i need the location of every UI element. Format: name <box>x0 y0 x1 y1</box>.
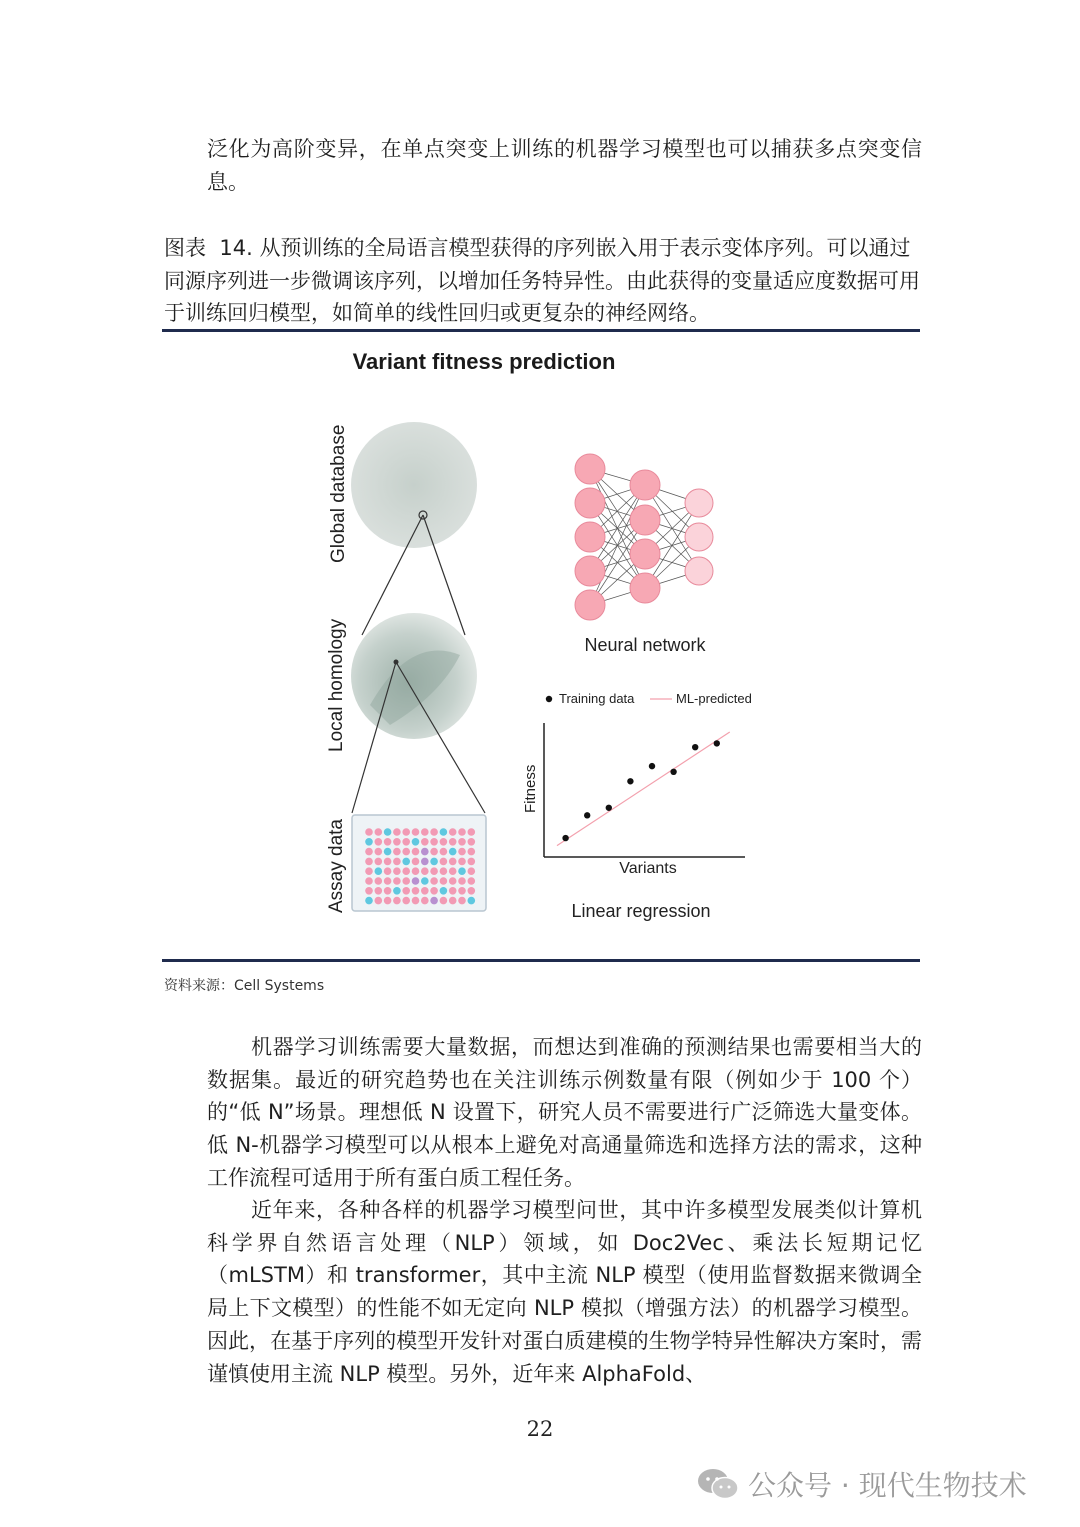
assay-well <box>384 858 392 866</box>
assay-well <box>421 848 429 856</box>
assay-well <box>384 867 392 875</box>
nn-node <box>575 488 605 518</box>
assay-well <box>449 887 457 895</box>
nn-node <box>685 523 713 551</box>
x-axis-label: Variants <box>619 860 677 877</box>
assay-well <box>384 828 392 836</box>
assay-well <box>393 838 401 846</box>
training-data-point <box>714 740 720 746</box>
figure-bottom-rule <box>162 959 920 962</box>
assay-well <box>375 838 383 846</box>
assay-well <box>393 848 401 856</box>
assay-well <box>458 828 466 836</box>
assay-well <box>421 867 429 875</box>
caption-label: 图表 <box>164 236 206 260</box>
nn-node <box>575 556 605 586</box>
assay-well <box>468 858 476 866</box>
assay-well <box>412 858 420 866</box>
wechat-icon <box>696 1466 740 1502</box>
nn-node <box>575 454 605 484</box>
assay-well <box>449 867 457 875</box>
nn-node <box>630 470 660 500</box>
source-note: 资料来源：Cell Systems <box>164 978 325 994</box>
assay-well <box>421 858 429 866</box>
training-data-point <box>692 744 698 750</box>
assay-well <box>375 877 383 885</box>
nn-node <box>575 590 605 620</box>
assay-well <box>421 887 429 895</box>
assay-well <box>458 887 466 895</box>
figure-graphic <box>0 335 1080 955</box>
legend-training-label: Training data <box>559 691 635 706</box>
assay-well <box>412 877 420 885</box>
assay-well <box>393 887 401 895</box>
top-paragraph: 泛化为高阶变异，在单点突变上训练的机器学习模型也可以捕获多点突变信息。 <box>207 137 922 194</box>
assay-well <box>421 828 429 836</box>
figure-top-rule <box>162 329 920 332</box>
assay-well <box>384 897 392 905</box>
assay-well <box>449 877 457 885</box>
assay-well <box>384 848 392 856</box>
assay-well <box>458 848 466 856</box>
assay-well <box>365 867 373 875</box>
nn-node <box>630 573 660 603</box>
page-number: 22 <box>526 1417 554 1441</box>
assay-well <box>402 858 410 866</box>
assay-well <box>430 838 438 846</box>
assay-well <box>384 838 392 846</box>
assay-well <box>440 858 448 866</box>
assay-well <box>430 887 438 895</box>
assay-well <box>430 867 438 875</box>
neural-network <box>575 454 713 620</box>
assay-well <box>365 897 373 905</box>
assay-well <box>458 877 466 885</box>
figure-title: Variant fitness prediction <box>352 349 616 374</box>
legend-training-dot <box>546 696 552 702</box>
assay-well <box>402 828 410 836</box>
training-data-point <box>649 763 655 769</box>
assay-well <box>412 848 420 856</box>
assay-well <box>458 897 466 905</box>
assay-well <box>365 877 373 885</box>
regression-plot <box>557 732 730 846</box>
assay-well <box>375 848 383 856</box>
training-data-point <box>584 812 590 818</box>
assay-well <box>449 897 457 905</box>
training-data-point <box>627 778 633 784</box>
watermark <box>696 1462 1027 1506</box>
assay-well <box>421 838 429 846</box>
linear-regression-label: Linear regression <box>571 901 711 921</box>
assay-well <box>402 867 410 875</box>
local-homology-label: Local homology <box>326 618 347 752</box>
assay-well <box>384 877 392 885</box>
assay-well <box>440 887 448 895</box>
assay-well <box>468 848 476 856</box>
assay-well <box>440 867 448 875</box>
assay-well <box>402 848 410 856</box>
assay-well <box>458 858 466 866</box>
assay-data-label: Assay data <box>326 819 347 913</box>
nn-node <box>630 505 660 535</box>
legend-predicted-label: ML-predicted <box>676 691 752 706</box>
assay-well <box>440 848 448 856</box>
nn-node <box>575 522 605 552</box>
assay-well <box>365 828 373 836</box>
assay-well <box>412 867 420 875</box>
body-paragraph-2: 近年来，各种各样的机器学习模型问世，其中许多模型发展类似计算机科学界自然语言处理（NLP）领域，如 Doc2Vec、乘法长短期记忆（mLSTM）和 transformer，其中主流 NLP 模型（使用监督数据来微调全局上下文模型）的性能不如无定向 NLP 模拟（增强方法）的机器学习模型。因此，在基于序列的模型开发针对蛋白质建模的生物学特异性解决方案时，需谨慎使用主流 NLP 模型。另外，近年来 AlphaFold、 <box>207 1198 922 1386</box>
ml-predicted-line <box>557 732 730 846</box>
assay-well <box>375 887 383 895</box>
nn-node <box>685 557 713 585</box>
assay-well <box>375 858 383 866</box>
assay-well <box>430 897 438 905</box>
assay-well <box>440 877 448 885</box>
assay-well <box>402 887 410 895</box>
assay-well <box>449 848 457 856</box>
assay-well <box>468 867 476 875</box>
y-axis-label: Fitness <box>522 764 539 813</box>
assay-well <box>449 858 457 866</box>
assay-well <box>430 828 438 836</box>
assay-well <box>393 867 401 875</box>
assay-well <box>468 897 476 905</box>
assay-well <box>365 887 373 895</box>
global-database-label: Global database <box>328 424 349 563</box>
assay-well <box>375 828 383 836</box>
nn-node <box>685 489 713 517</box>
assay-well <box>430 848 438 856</box>
assay-well <box>365 838 373 846</box>
assay-well <box>375 897 383 905</box>
assay-well <box>402 838 410 846</box>
assay-well <box>458 867 466 875</box>
figure-caption <box>164 232 920 330</box>
body-paragraph-1: 机器学习训练需要大量数据，而想达到准确的预测结果也需要相当大的数据集。最近的研究趋势也在关注训练示例数量有限（例如少于 100 个）的“低 N”场景。理想低 N 设置下，研究人员不需要进行广泛筛选大量变体。低 N-机器学习模型可以从根本上避免对高通量筛选和选择方法的需求，这种工作流程可适用于所有蛋白质工程任务。 <box>207 1035 922 1190</box>
assay-well <box>393 828 401 836</box>
assay-well <box>468 838 476 846</box>
assay-well <box>430 877 438 885</box>
assay-well <box>440 838 448 846</box>
assay-well <box>412 897 420 905</box>
nn-node <box>630 539 660 569</box>
assay-well <box>393 877 401 885</box>
caption-text: 从预训练的全局语言模型获得的序列嵌入用于表示变体序列。可以通过同源序列进一步微调该序列，以增加任务特异性。由此获得的变量适应度数据可用于训练回归模型，如简单的线性回归或更复杂的神经网络。 <box>164 236 920 325</box>
assay-well <box>384 887 392 895</box>
assay-well <box>365 848 373 856</box>
assay-well <box>468 887 476 895</box>
assay-well <box>468 828 476 836</box>
assay-well <box>449 828 457 836</box>
assay-well <box>365 858 373 866</box>
assay-well <box>412 838 420 846</box>
assay-plate <box>352 815 486 911</box>
assay-well <box>430 858 438 866</box>
training-data-point <box>606 805 612 811</box>
caption-number: 14. <box>219 236 253 260</box>
assay-well <box>412 828 420 836</box>
assay-well <box>421 877 429 885</box>
assay-well <box>440 828 448 836</box>
assay-well <box>412 887 420 895</box>
assay-well <box>375 867 383 875</box>
assay-well <box>468 877 476 885</box>
assay-well <box>393 897 401 905</box>
assay-well <box>402 877 410 885</box>
neural-network-label: Neural network <box>584 635 706 655</box>
assay-well <box>458 838 466 846</box>
watermark-text: 公众号 · 现代生物技术 <box>748 1469 1027 1502</box>
global-database-circle <box>351 422 477 548</box>
assay-well <box>449 838 457 846</box>
assay-well <box>440 897 448 905</box>
assay-well <box>421 897 429 905</box>
assay-well <box>402 897 410 905</box>
training-data-point <box>562 835 568 841</box>
training-data-point <box>670 769 676 775</box>
assay-well <box>393 858 401 866</box>
